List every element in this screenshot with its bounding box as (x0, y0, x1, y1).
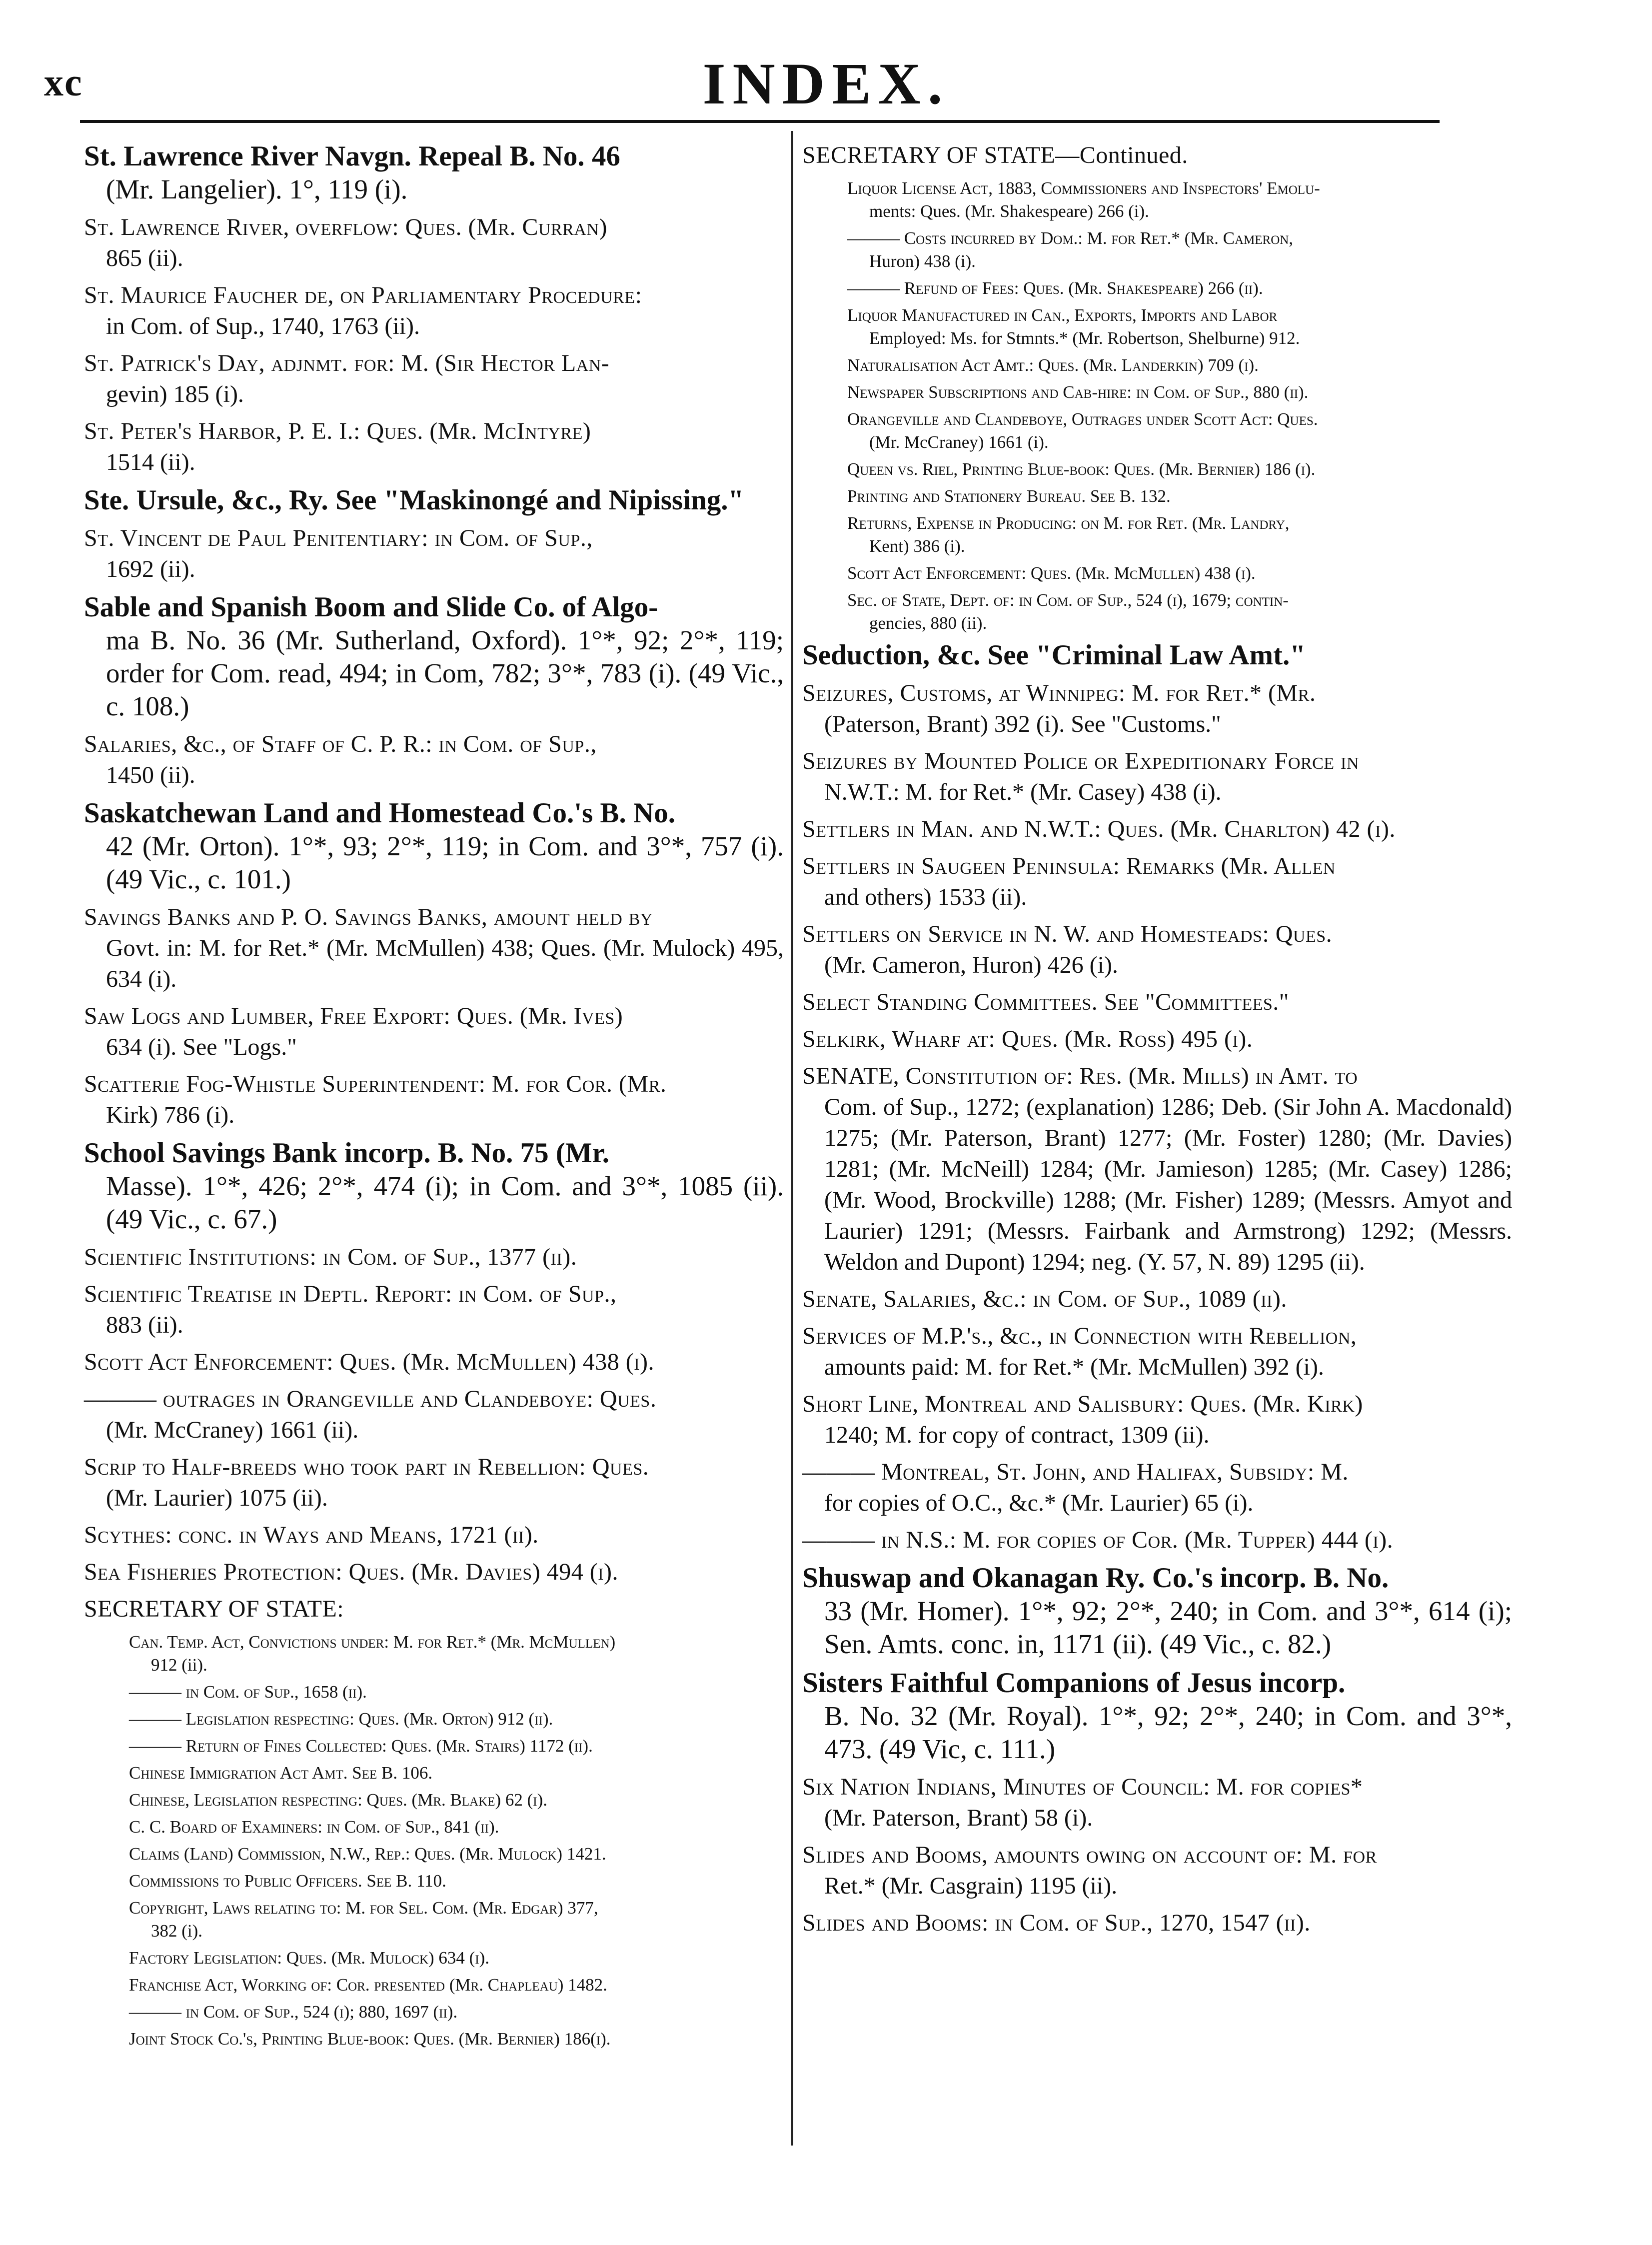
entry-heading: Slides and Booms, amounts owing on account of: M. for (802, 1842, 1377, 1868)
entry-heading: Sec. of State, Dept. of: in Com. of Sup., 524 (i), 1679; contin- (847, 590, 1289, 610)
entry-body: amounts paid: M. for Ret.* (Mr. McMullen) 392 (i). (824, 1354, 1324, 1380)
entry-heading: School Savings Bank incorp. B. No. 75 (Mr. (84, 1137, 609, 1169)
left-column (84, 140, 784, 2055)
index-entry (802, 381, 1512, 404)
index-entry (802, 1840, 1512, 1902)
entry-heading: St. Vincent de Paul Penitentiary: in Com. of Sup., (84, 525, 593, 551)
entry-heading: Services of M.P.'s., &c., in Connection with Rebellion, (802, 1323, 1357, 1349)
entry-heading: Six Nation Indians, Minutes of Council: M. for copies* (802, 1774, 1363, 1800)
entry-heading: Commissions to Public Officers. See B. 110. (129, 1871, 446, 1891)
index-entry (802, 485, 1512, 508)
entry-body: 634 (i). See "Logs." (106, 1034, 297, 1060)
index-entry (802, 177, 1512, 223)
index-entry (802, 1525, 1512, 1556)
entry-body: Com. of Sup., 1272; (explanation) 1286; Deb. (Sir John A. Macdonald) 1275; (Mr. Paterson, Brant) 1277; (Mr. Foster) 1280; (Mr. Davies) 1281; (Mr. McNeill) 1284; (Mr. Jamieson) 1285; (Mr. Casey) 1286; (Mr. Wood, Brockville) 1288; (Mr. Fisher) 1289; (Messrs. Amyot and Laurier) 1291; (Messrs. Fairbank and Armstrong) 1292; (Messrs. Weldon and Dupont) 1294; neg. (Y. 57, N. 89) 1295 (ii). (824, 1094, 1512, 1275)
entry-body: gencies, 880 (ii). (869, 613, 987, 633)
entry-body: N.W.T.: M. for Ret.* (Mr. Casey) 438 (i). (824, 779, 1222, 805)
index-entry (84, 348, 784, 410)
entry-heading: Copyright, Laws relating to: M. for Sel. Com. (Mr. Edgar) 377, (129, 1898, 598, 1918)
entry-heading: Factory Legislation: Ques. (Mr. Mulock) 634 (i). (129, 1948, 490, 1968)
index-entry (802, 1908, 1512, 1939)
entry-heading: ——— Refund of Fees: Ques. (Mr. Shakespeare) 266 (ii). (847, 278, 1263, 298)
index-entry (802, 1061, 1512, 1278)
entry-heading: Naturalisation Act Amt.: Ques. (Mr. Landerkin) 709 (i). (847, 355, 1259, 375)
index-entry (84, 1789, 784, 1812)
entry-body: 382 (i). (151, 1921, 203, 1941)
entry-heading: Claims (Land) Commission, N.W., Rep.: Ques. (Mr. Mulock) 1421. (129, 1844, 606, 1864)
entry-heading: ——— Return of Fines Collected: Ques. (Mr. Stairs) 1172 (ii). (129, 1736, 593, 1756)
index-entry (84, 1001, 784, 1063)
index-entry (802, 814, 1512, 845)
entry-heading: Saskatchewan Land and Homestead Co.'s B. No. (84, 797, 675, 829)
entry-heading: ——— Montreal, St. John, and Halifax, Subsidy: M. (802, 1459, 1349, 1485)
index-entry (802, 277, 1512, 300)
index-entry (84, 2028, 784, 2051)
index-entry (84, 1594, 784, 1625)
index-entry (802, 1284, 1512, 1315)
index-entry (84, 1974, 784, 1997)
entry-heading: ——— outrages in Orangeville and Clandeboye: Ques. (84, 1386, 657, 1412)
index-entry (84, 1347, 784, 1378)
index-entry (802, 512, 1512, 558)
index-entry (802, 408, 1512, 454)
index-entry (84, 280, 784, 342)
entry-heading: Scientific Treatise in Deptl. Report: in Com. of Sup., (84, 1281, 617, 1307)
entry-body: for copies of O.C., &c.* (Mr. Laurier) 65 (i). (824, 1490, 1254, 1516)
index-entry (802, 354, 1512, 377)
entry-heading: ——— Costs incurred by Dom.: M. for Ret.* (Mr. Cameron, (847, 228, 1294, 248)
entry-body: and others) 1533 (ii). (824, 884, 1027, 910)
entry-body: 883 (ii). (106, 1312, 183, 1338)
index-entry (802, 1024, 1512, 1055)
index-entry (802, 851, 1512, 913)
index-entry (84, 1681, 784, 1704)
index-entry (84, 1870, 784, 1893)
entry-body: gevin) 185 (i). (106, 381, 244, 407)
entry-heading: Printing and Stationery Bureau. See B. 132. (847, 486, 1171, 506)
entry-heading: Can. Temp. Act, Convictions under: M. for Ret.* (Mr. McMullen) (129, 1632, 616, 1652)
entry-heading: Shuswap and Okanagan Ry. Co.'s incorp. B. No. (802, 1562, 1389, 1594)
index-entry (84, 523, 784, 585)
index-entry (84, 484, 784, 517)
entry-body: (Mr. McCraney) 1661 (i). (869, 432, 1049, 452)
entry-heading: Scrip to Half-breeds who took part in Rebellion: Ques. (84, 1454, 649, 1480)
index-entry (802, 140, 1512, 171)
index-entry (802, 304, 1512, 350)
index-entry (802, 227, 1512, 273)
entry-body: (Mr. McCraney) 1661 (ii). (106, 1417, 359, 1443)
entry-heading: Scythes: conc. in Ways and Means, 1721 (ii). (84, 1522, 539, 1548)
index-entry (802, 919, 1512, 981)
entry-heading: SECRETARY OF STATE: (84, 1596, 344, 1622)
entry-heading: Joint Stock Co.'s, Printing Blue-book: Ques. (Mr. Bernier) 186(i). (129, 2029, 611, 2049)
index-entry (84, 1762, 784, 1785)
entry-heading: Ste. Ursule, &c., Ry. See "Maskinongé and Nipissing." (84, 484, 744, 516)
entry-heading: St. Patrick's Day, adjnmt. for: M. (Sir Hector Lan- (84, 350, 610, 376)
page-title: INDEX. (702, 51, 950, 116)
index-entry (84, 1242, 784, 1273)
entry-heading: Scientific Institutions: in Com. of Sup., 1377 (ii). (84, 1244, 577, 1270)
index-entry (84, 591, 784, 723)
index-entry (84, 1279, 784, 1341)
index-entry (84, 1947, 784, 1970)
entry-heading: Scatterie Fog-Whistle Superintendent: M. for Cor. (Mr. (84, 1071, 667, 1097)
index-entry (84, 729, 784, 791)
entry-heading: Saw Logs and Lumber, Free Export: Ques. (Mr. Ives) (84, 1003, 623, 1029)
index-entry (84, 1816, 784, 1839)
entry-body: in Com. of Sup., 1740, 1763 (ii). (106, 313, 420, 339)
index-entry (802, 1457, 1512, 1519)
entry-body: (Mr. Paterson, Brant) 58 (i). (824, 1805, 1093, 1831)
entry-heading: St. Lawrence River, overflow: Ques. (Mr. Curran) (84, 214, 607, 240)
index-entry (84, 2001, 784, 2024)
index-entry (802, 562, 1512, 585)
entry-body: 1692 (ii). (106, 556, 195, 582)
index-entry (802, 678, 1512, 740)
index-entry (84, 1137, 784, 1236)
entry-body: ments: Ques. (Mr. Shakespeare) 266 (i). (869, 201, 1149, 221)
entry-heading: Chinese Immigration Act Amt. See B. 106. (129, 1763, 433, 1783)
entry-heading: St. Lawrence River Navgn. Repeal B. No. 46 (84, 140, 620, 172)
entry-body: (Mr. Cameron, Huron) 426 (i). (824, 952, 1118, 978)
entry-heading: Sisters Faithful Companions of Jesus incorp. (802, 1667, 1346, 1699)
column-divider (791, 131, 793, 2146)
index-entry (84, 1452, 784, 1514)
entry-heading: C. C. Board of Examiners: in Com. of Sup., 841 (ii). (129, 1817, 499, 1837)
entry-body: Masse). 1°*, 426; 2°*, 474 (i); in Com. and 3°*, 1085 (ii). (49 Vic., c. 67.) (106, 1171, 784, 1234)
entry-heading: ——— Legislation respecting: Ques. (Mr. Orton) 912 (ii). (129, 1709, 553, 1729)
entry-body: Ret.* (Mr. Casgrain) 1195 (ii). (824, 1873, 1118, 1899)
index-entry (802, 589, 1512, 635)
index-entry (84, 1897, 784, 1943)
entry-heading: Orangeville and Clandeboye, Outrages under Scott Act: Ques. (847, 409, 1318, 429)
entry-heading: Scott Act Enforcement: Ques. (Mr. McMullen) 438 (i). (84, 1349, 655, 1375)
entry-body: Huron) 438 (i). (869, 251, 976, 271)
index-entry (84, 1557, 784, 1588)
entry-heading: ——— in Com. of Sup., 1658 (ii). (129, 1682, 367, 1702)
index-entry (802, 639, 1512, 672)
entry-body: 33 (Mr. Homer). 1°*, 92; 2°*, 240; in Com. and 3°*, 614 (i); Sen. Amts. conc. in, 1171 (ii). (49 Vic., c. 82.) (824, 1596, 1512, 1659)
entry-body: Kirk) 786 (i). (106, 1102, 235, 1128)
entry-heading: Seizures by Mounted Police or Expeditionary Force in (802, 748, 1359, 774)
index-entry (84, 1069, 784, 1131)
entry-heading: Franchise Act, Working of: Cor. presented (Mr. Chapleau) 1482. (129, 1975, 607, 1995)
entry-heading: Settlers on Service in N. W. and Homesteads: Ques. (802, 921, 1333, 947)
entry-body: (Mr. Langelier). 1°, 119 (i). (106, 174, 408, 204)
index-entry (802, 1389, 1512, 1451)
index-entry (84, 1735, 784, 1758)
header-rule (80, 120, 1440, 123)
index-entry (802, 746, 1512, 808)
entry-heading: Liquor Manufactured in Can., Exports, Imports and Labor (847, 305, 1278, 325)
entry-heading: Queen vs. Riel, Printing Blue-book: Ques. (Mr. Bernier) 186 (i). (847, 459, 1316, 479)
entry-body: ma B. No. 36 (Mr. Sutherland, Oxford). 1°*, 92; 2°*, 119; order for Com. read, 494; in Com, 782; 3°*, 783 (i). (49 Vic., c. 108.) (106, 625, 784, 721)
page-number: xc (44, 60, 83, 104)
index-entry (84, 1631, 784, 1677)
entry-heading: Chinese, Legislation respecting: Ques. (Mr. Blake) 62 (i). (129, 1790, 548, 1810)
entry-heading: St. Maurice Faucher de, on Parliamentary Procedure: (84, 282, 642, 308)
index-entry (84, 212, 784, 274)
entry-heading: Slides and Booms: in Com. of Sup., 1270, 1547 (ii). (802, 1910, 1311, 1936)
entry-heading: Settlers in Saugeen Peninsula: Remarks (Mr. Allen (802, 853, 1336, 879)
entry-heading: Savings Banks and P. O. Savings Banks, amount held by (84, 904, 653, 930)
index-entry (802, 458, 1512, 481)
entry-heading: SECRETARY OF STATE—Continued. (802, 142, 1188, 168)
entry-body: (Mr. Laurier) 1075 (ii). (106, 1485, 328, 1511)
entry-body: Govt. in: M. for Ret.* (Mr. McMullen) 438; Ques. (Mr. Mulock) 495, 634 (i). (106, 935, 784, 992)
entry-body: B. No. 32 (Mr. Royal). 1°*, 92; 2°*, 240; in Com. and 3°*, 473. (49 Vic, c. 111.) (824, 1701, 1512, 1764)
entry-heading: Short Line, Montreal and Salisbury: Ques. (Mr. Kirk) (802, 1391, 1363, 1417)
entry-heading: Selkirk, Wharf at: Ques. (Mr. Ross) 495 (i). (802, 1026, 1253, 1052)
entry-body: 912 (ii). (151, 1655, 207, 1675)
entry-heading: Salaries, &c., of Staff of C. P. R.: in Com. of Sup., (84, 731, 597, 757)
entry-body: (Paterson, Brant) 392 (i). See "Customs." (824, 711, 1221, 737)
entry-heading: Scott Act Enforcement: Ques. (Mr. McMullen) 438 (i). (847, 563, 1256, 583)
entry-heading: ——— in Com. of Sup., 524 (i); 880, 1697 (ii). (129, 2002, 458, 2022)
index-entry (84, 797, 784, 896)
entry-heading: St. Peter's Harbor, P. E. I.: Ques. (Mr. McIntyre) (84, 418, 591, 444)
entry-heading: Liquor License Act, 1883, Commissioners and Inspectors' Emolu- (847, 178, 1320, 198)
index-entry (84, 1520, 784, 1551)
entry-heading: Select Standing Committees. See "Committees." (802, 989, 1289, 1015)
entry-body: Employed: Ms. for Stmnts.* (Mr. Robertson, Shelburne) 912. (869, 328, 1300, 348)
index-entry (84, 1384, 784, 1446)
entry-body: 42 (Mr. Orton). 1°*, 93; 2°*, 119; in Com. and 3°*, 757 (i). (49 Vic., c. 101.) (106, 831, 784, 894)
entry-heading: Settlers in Man. and N.W.T.: Ques. (Mr. Charlton) 42 (i). (802, 816, 1396, 842)
entry-body: 1450 (ii). (106, 762, 195, 788)
entry-body: Kent) 386 (i). (869, 536, 965, 556)
entry-heading: Seizures, Customs, at Winnipeg: M. for Ret.* (Mr. (802, 680, 1316, 706)
index-entry (84, 140, 784, 206)
entry-heading: Returns, Expense in Producing: on M. for Ret. (Mr. Landry, (847, 513, 1290, 533)
index-entry (802, 1772, 1512, 1834)
index-entry (84, 416, 784, 478)
index-entry (84, 1708, 784, 1731)
entry-heading: Sea Fisheries Protection: Ques. (Mr. Davies) 494 (i). (84, 1559, 619, 1585)
entry-body: 1240; M. for copy of contract, 1309 (ii). (824, 1422, 1210, 1448)
index-entry (802, 1667, 1512, 1766)
index-entry (802, 1321, 1512, 1383)
entry-heading: SENATE, Constitution of: Res. (Mr. Mills) in Amt. to (802, 1063, 1358, 1089)
entry-heading: Sable and Spanish Boom and Slide Co. of Algo- (84, 591, 658, 623)
entry-body: 865 (ii). (106, 245, 183, 271)
entry-heading: ——— in N.S.: M. for copies of Cor. (Mr. Tupper) 444 (i). (802, 1527, 1394, 1553)
right-column (802, 140, 1512, 1945)
index-entry (802, 1562, 1512, 1661)
entry-heading: Seduction, &c. See "Criminal Law Amt." (802, 639, 1306, 671)
entry-heading: Senate, Salaries, &c.: in Com. of Sup., 1089 (ii). (802, 1286, 1287, 1312)
entry-heading: Newspaper Subscriptions and Cab-hire: in Com. of Sup., 880 (ii). (847, 382, 1309, 402)
entry-body: 1514 (ii). (106, 449, 195, 475)
index-entry (84, 902, 784, 995)
index-entry (802, 987, 1512, 1018)
index-entry (84, 1843, 784, 1866)
